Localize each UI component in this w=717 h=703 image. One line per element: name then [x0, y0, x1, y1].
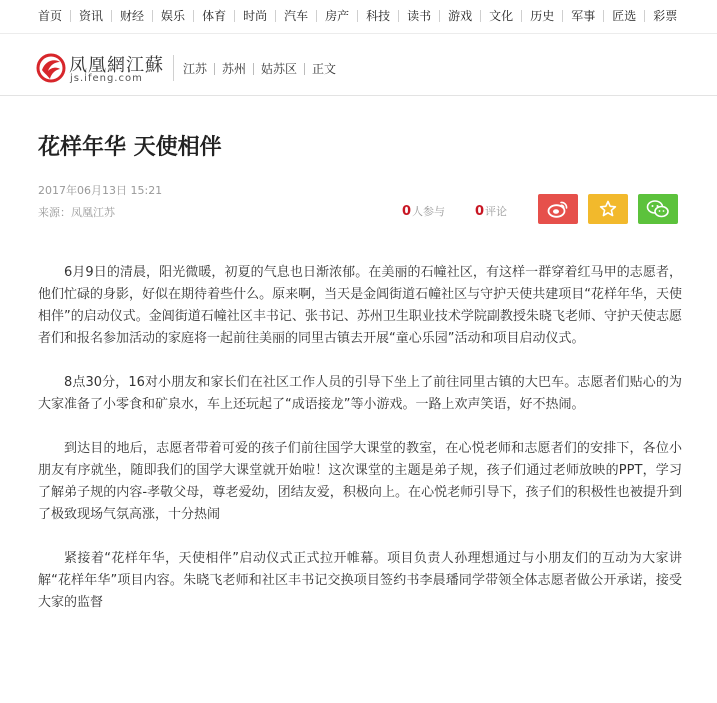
breadcrumb-separator: [214, 63, 215, 75]
logo-domain: js.ifeng.com: [70, 73, 143, 84]
logo-text: 凤凰網江蘇: [69, 55, 164, 76]
comments-count: 0: [475, 204, 485, 219]
brand-bar: [0, 34, 717, 96]
site-logo[interactable]: [36, 52, 176, 86]
breadcrumb-separator: [304, 63, 305, 75]
nav-item-lottery[interactable]: 彩票: [653, 9, 678, 23]
participants-count: 0: [402, 204, 412, 219]
share-weibo-button[interactable]: [538, 194, 578, 224]
nav-item-house[interactable]: 房产: [325, 9, 366, 23]
favorite-button[interactable]: [588, 194, 628, 224]
nav-item-news[interactable]: 资讯: [79, 9, 120, 23]
article-date: 2017年06月13日 15:21: [38, 184, 163, 197]
breadcrumb-gusu[interactable]: 姑苏区: [261, 62, 298, 76]
nav-item-auto[interactable]: 汽车: [284, 9, 325, 23]
nav-item-finance[interactable]: 财经: [120, 9, 161, 23]
nav-item-home[interactable]: 首页: [38, 9, 79, 23]
breadcrumb-suzhou[interactable]: 苏州: [222, 62, 247, 76]
participants-link[interactable]: [402, 203, 445, 219]
share-wechat-button[interactable]: [638, 194, 678, 224]
phoenix-logo-icon: [36, 53, 66, 83]
breadcrumb: [183, 60, 336, 77]
weibo-icon: [547, 200, 569, 218]
nav-item-military[interactable]: 军事: [571, 9, 612, 23]
breadcrumb-jiangsu[interactable]: 江苏: [183, 62, 208, 76]
nav-item-selection[interactable]: 匠选: [612, 9, 653, 23]
nav-item-entertainment[interactable]: 娱乐: [161, 9, 202, 23]
article-body: [38, 262, 682, 636]
top-nav: [0, 0, 717, 34]
channel-list: [38, 9, 677, 23]
nav-item-fashion[interactable]: 时尚: [243, 9, 284, 23]
participants-label: 人参与: [412, 205, 446, 218]
comments-link[interactable]: [475, 203, 507, 219]
article-paragraph: 8点30分，16对小朋友和家长们在社区工作人员的引导下坐上了前往同里古镇的大巴车。志愿者们贴心的为大家准备了小零食和矿泉水，车上还玩起了“成语接龙”等小游戏。一路上欢声笑语，好不热闹。: [38, 375, 682, 412]
nav-item-games[interactable]: 游戏: [448, 9, 489, 23]
article-paragraph: 6月9日的清晨，阳光微暖，初夏的气息也日渐浓郁。在美丽的石幢社区，有这样一群穿着红马甲的志愿者，他们忙碌的身影，好似在期待着些什么。原来啊，当天是金阊街道石幢社区与守护天使共建项目“花样年华，天使相伴”的启动仪式。金阊街道石幢社区丰书记、张书记、苏州卫生职业技术学院副教授朱晓飞老师、守护天使志愿者们和报名参加活动的家庭将一起前往美丽的同里古镇去开展“童心乐园”活动和项目启动仪式。: [38, 265, 682, 346]
nav-item-books[interactable]: 读书: [407, 9, 448, 23]
comments-label: 评论: [485, 205, 508, 218]
wechat-icon: [646, 199, 670, 219]
nav-item-culture[interactable]: 文化: [489, 9, 530, 23]
nav-item-history[interactable]: 历史: [530, 9, 571, 23]
article-paragraph: 到达目的地后，志愿者带着可爱的孩子们前往国学大课堂的教室，在心悦老师和志愿者们的安排下，各位小朋友有序就坐，随即我们的国学大课堂就开始啦！这次课堂的主题是弟子规，孩子们通过老师放映的PPT，学习了解弟子规的内容-孝敬父母，尊老爱幼，团结友爱，积极向上。在心悦老师引导下，孩子们的积极性也被提升到了极致现场气氛高涨，十分热闹: [38, 441, 682, 522]
nav-item-sports[interactable]: 体育: [202, 9, 243, 23]
star-icon: [599, 200, 617, 218]
breadcrumb-separator: [253, 63, 254, 75]
article-source: 来源：凤凰江苏: [38, 206, 115, 219]
article-title: 花样年华 天使相伴: [38, 135, 222, 160]
logo-divider: [173, 55, 174, 81]
nav-item-tech[interactable]: 科技: [366, 9, 407, 23]
breadcrumb-current: 正文: [312, 62, 337, 76]
article-paragraph: 紧接着“花样年华，天使相伴”启动仪式正式拉开帷幕。项目负责人孙理想通过与小朋友们的互动为大家讲解“花样年华”项目内容。朱晓飞老师和社区丰书记交换项目签约书李晨璠同学带领全体志愿者做公开承诺，接受大家的监督: [38, 551, 682, 610]
